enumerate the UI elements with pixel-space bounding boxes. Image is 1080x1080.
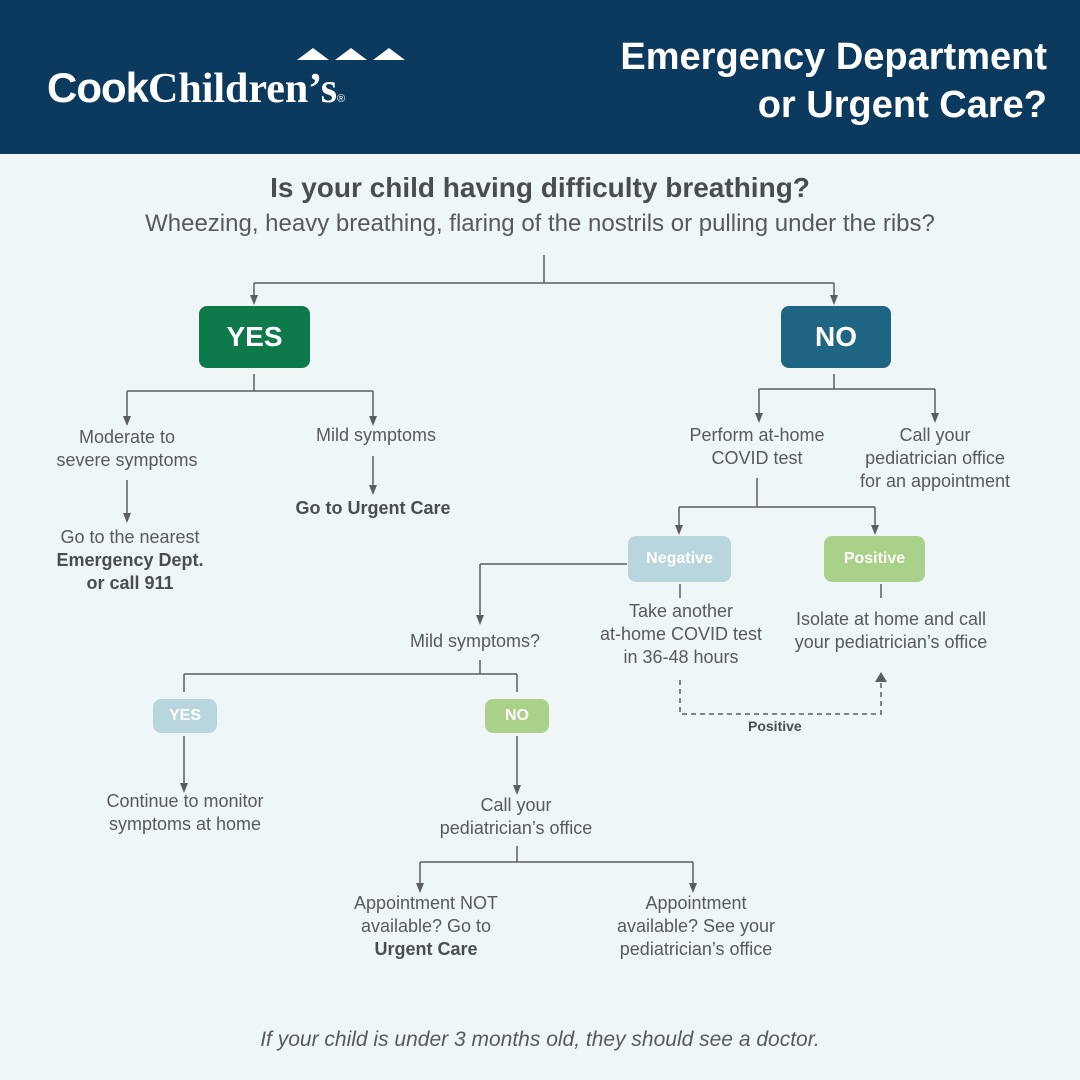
monitor-symptoms-text: Continue to monitor symptoms at home — [106, 791, 264, 834]
question-detail: Wheezing, heavy breathing, flaring of the nostrils or pulling under the ribs? — [145, 210, 935, 237]
logo-cook-text: Cook — [47, 64, 148, 111]
title-line-1: Emergency Department — [620, 36, 1047, 78]
emergency-dept-text: Go to the nearest Emergency Dept. or call 911 — [56, 527, 204, 593]
mild-yes-box: YES — [153, 699, 217, 733]
logo-registered-mark: ® — [337, 93, 346, 105]
call-pediatrician-text: Call your pediatrician’s office — [439, 795, 593, 838]
dashed-arrow-head-icon — [875, 672, 887, 682]
no-box: NO — [781, 306, 891, 368]
logo-children-text: Children’s — [148, 66, 338, 112]
appointment-available-text: Appointment available? See your pediatrician’s office — [616, 893, 776, 959]
call-pediatrician-appointment-text: Call your pediatrician office for an appointment — [859, 425, 1011, 491]
positive-box: Positive — [824, 536, 925, 582]
mild-symptoms-text: Mild symptoms — [315, 425, 436, 445]
title-line-2: or Urgent Care? — [757, 84, 1047, 126]
retest-text: Take another at-home COVID test in 36-48 hours — [599, 601, 763, 667]
mild-symptoms-question: Mild symptoms? — [409, 631, 541, 651]
covid-test-text: Perform at-home COVID test — [689, 425, 825, 468]
negative-box: Negative — [628, 536, 731, 582]
mild-no-box: NO — [485, 699, 549, 733]
retest-positive-label: Positive — [748, 718, 802, 734]
go-to-urgent-care-text: Go to Urgent Care — [295, 498, 451, 518]
isolate-text: Isolate at home and call your pediatrician’s office — [794, 609, 988, 652]
footer-note: If your child is under 3 months old, they should see a doctor. — [260, 1028, 820, 1051]
main-question: Is your child having difficulty breathing? — [270, 172, 810, 203]
appointment-not-available-text: Appointment NOT available? Go to Urgent Care — [353, 893, 499, 959]
moderate-symptoms-text: Moderate to severe symptoms — [56, 427, 198, 470]
yes-box: YES — [199, 306, 310, 368]
